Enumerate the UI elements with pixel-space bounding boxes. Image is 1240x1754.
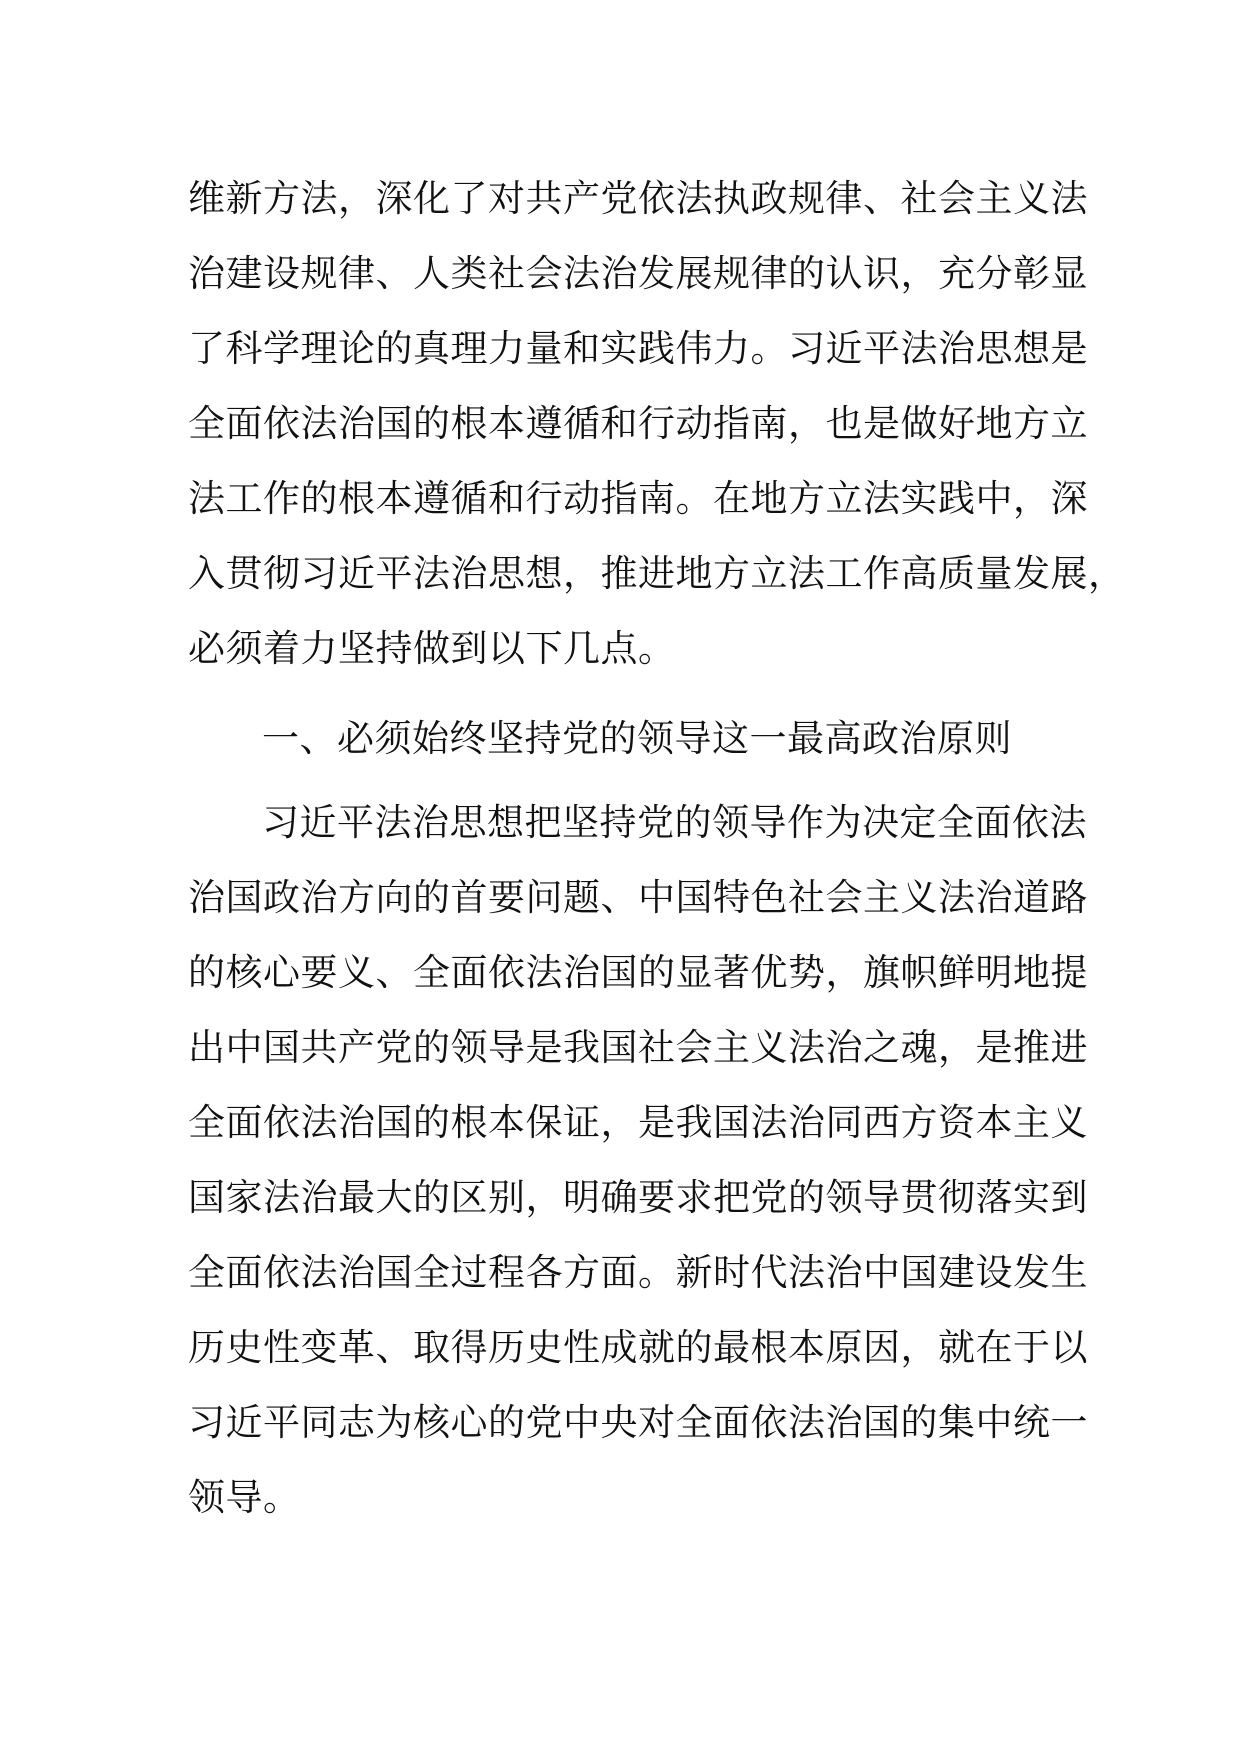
paragraph-2-line: 习近平法治思想把坚持党的领导作为决定全面依法 <box>262 801 1087 844</box>
paragraph-1-line: 了科学理论的真理力量和实践伟力。习近平法治思想是 <box>188 327 1088 370</box>
section-heading <box>262 701 1182 776</box>
paragraph-2-line: 全面依法治国全过程各方面。新时代法治中国建设发生 <box>188 1251 1088 1294</box>
paragraph-1-line: 必须着力坚持做到以下几点。 <box>188 627 676 670</box>
paragraph-1 <box>188 161 1126 686</box>
paragraph-2 <box>188 785 1108 1535</box>
paragraph-2-line: 全面依法治国的根本保证，是我国法治同西方资本主义 <box>188 1101 1088 1144</box>
paragraph-1-line: 维新方法，深化了对共产党依法执政规律、社会主义法 <box>188 177 1088 220</box>
paragraph-2-line: 领导。 <box>188 1476 301 1519</box>
paragraph-2-line: 治国政治方向的首要问题、中国特色社会主义法治道路 <box>188 876 1088 919</box>
paragraph-2-line: 出中国共产党的领导是我国社会主义法治之魂，是推进 <box>188 1026 1088 1069</box>
paragraph-1-line: 全面依法治国的根本遵循和行动指南，也是做好地方立 <box>188 402 1088 445</box>
paragraph-1-line: 法工作的根本遵循和行动指南。在地方立法实践中，深 <box>188 477 1088 520</box>
paragraph-1-line: 入贯彻习近平法治思想，推进地方立法工作高质量发展， <box>188 552 1126 595</box>
paragraph-2-line: 的核心要义、全面依法治国的显著优势，旗帜鲜明地提 <box>188 951 1088 994</box>
paragraph-2-line: 国家法治最大的区别，明确要求把党的领导贯彻落实到 <box>188 1176 1088 1219</box>
paragraph-1-line: 治建设规律、人类社会法治发展规律的认识，充分彰显 <box>188 252 1088 295</box>
paragraph-2-line: 历史性变革、取得历史性成就的最根本原因，就在于以 <box>188 1326 1088 1369</box>
section-heading-text: 一、必须始终坚持党的领导这一最高政治原则 <box>262 717 1012 760</box>
paragraph-2-line: 习近平同志为核心的党中央对全面依法治国的集中统一 <box>188 1401 1088 1444</box>
